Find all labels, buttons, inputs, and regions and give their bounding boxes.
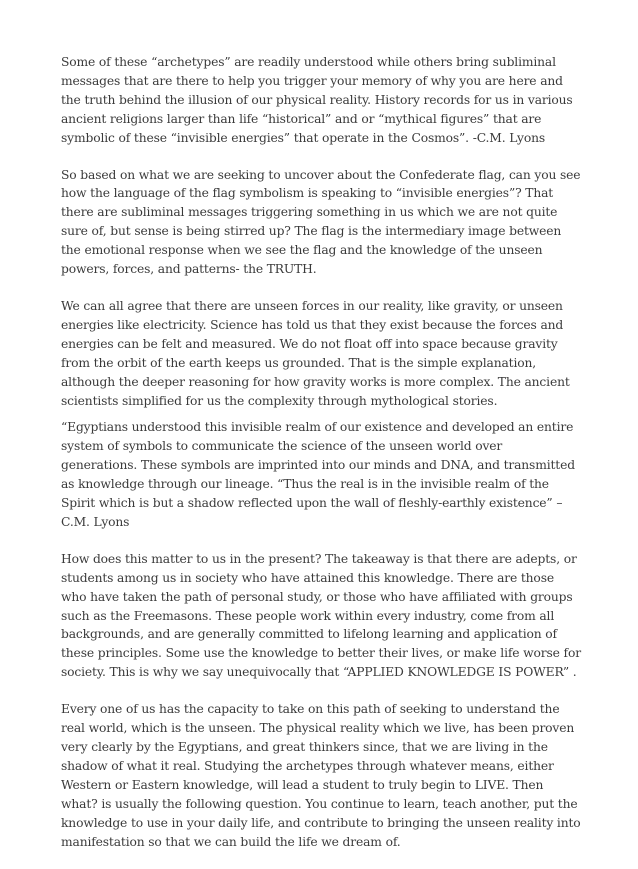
paragraph-path-of-seeking: Every one of us has the capacity to take on this path of seeking to understand the real world, which is the unseen. The physical reality which we live, has been proven very clearly by the Egyptians, and great thinkers since, that we are living in the shadow of what it real. Studying the archetypes through whatever means, either Western or Eastern knowledge, will lead a student to truly begin to LIVE. Then what? is usually the following question. You continue to learn, teach another, put the knowledge to use in your daily life, and contribute to bringing the unseen reality into manifestation so that we can build the life we dream of. [61, 702, 581, 849]
paragraph-archetypes: Some of these “archetypes” are readily understood while others bring subliminal messages that are there to help you trigger your memory of why you are here and the truth behind the illusion of our physical reality. History records for us in various ancient religions larger than life “historical” and or “mythical figures” that are symbolic of these “invisible energies” that operate in the Cosmos”. -C.M. Lyons [61, 55, 573, 145]
paragraph-confederate-flag: So based on what we are seeking to uncover about the Confederate flag, can you see how the language of the flag symbolism is speaking to “invisible energies”? That there are subliminal messages triggering something in us which we are not quite sure of, but sense is being stirred up? The flag is the intermediary image between the emotional response when we see the flag and the knowledge of the unseen powers, forces, and patterns- the TRUTH. [61, 167, 581, 277]
document-page [61, 53, 581, 869]
paragraph-unseen-forces: We can all agree that there are unseen forces in our reality, like gravity, or unseen energies like electricity. Science has told us that they exist because the forces and energies can be felt and measured. We do not float off into space because gravity from the orbit of the earth keeps us grounded. That is the simple explanation, although the deeper reasoning for how gravity works is more complex. The ancient scientists simplified for us the complexity through mythological stories. [61, 298, 570, 408]
paragraph-egyptians-quote: “Egyptians understood this invisible realm of our existence and developed an entire system of symbols to communicate the science of the unseen world over generations. These symbols are imprinted into our minds and DNA, and transmitted as knowledge through our lineage. “Thus the real is in the invisible realm of the Spirit which is but a shadow reflected upon the wall of fleshly-earthly existence” – C.M. Lyons [61, 420, 575, 529]
paragraph-adepts: How does this matter to us in the present? The takeaway is that there are adepts, or students among us in society who have attained this knowledge. There are those who have taken the path of personal study, or those who have affiliated with groups such as the Freemasons. These people work within every industry, come from all backgrounds, and are generally committed to lifelong learning and application of these principles. Some use the knowledge to better their lives, or make life worse for society. This is why we say unequivocally that “APPLIED KNOWLEDGE IS POWER” . [61, 551, 581, 680]
